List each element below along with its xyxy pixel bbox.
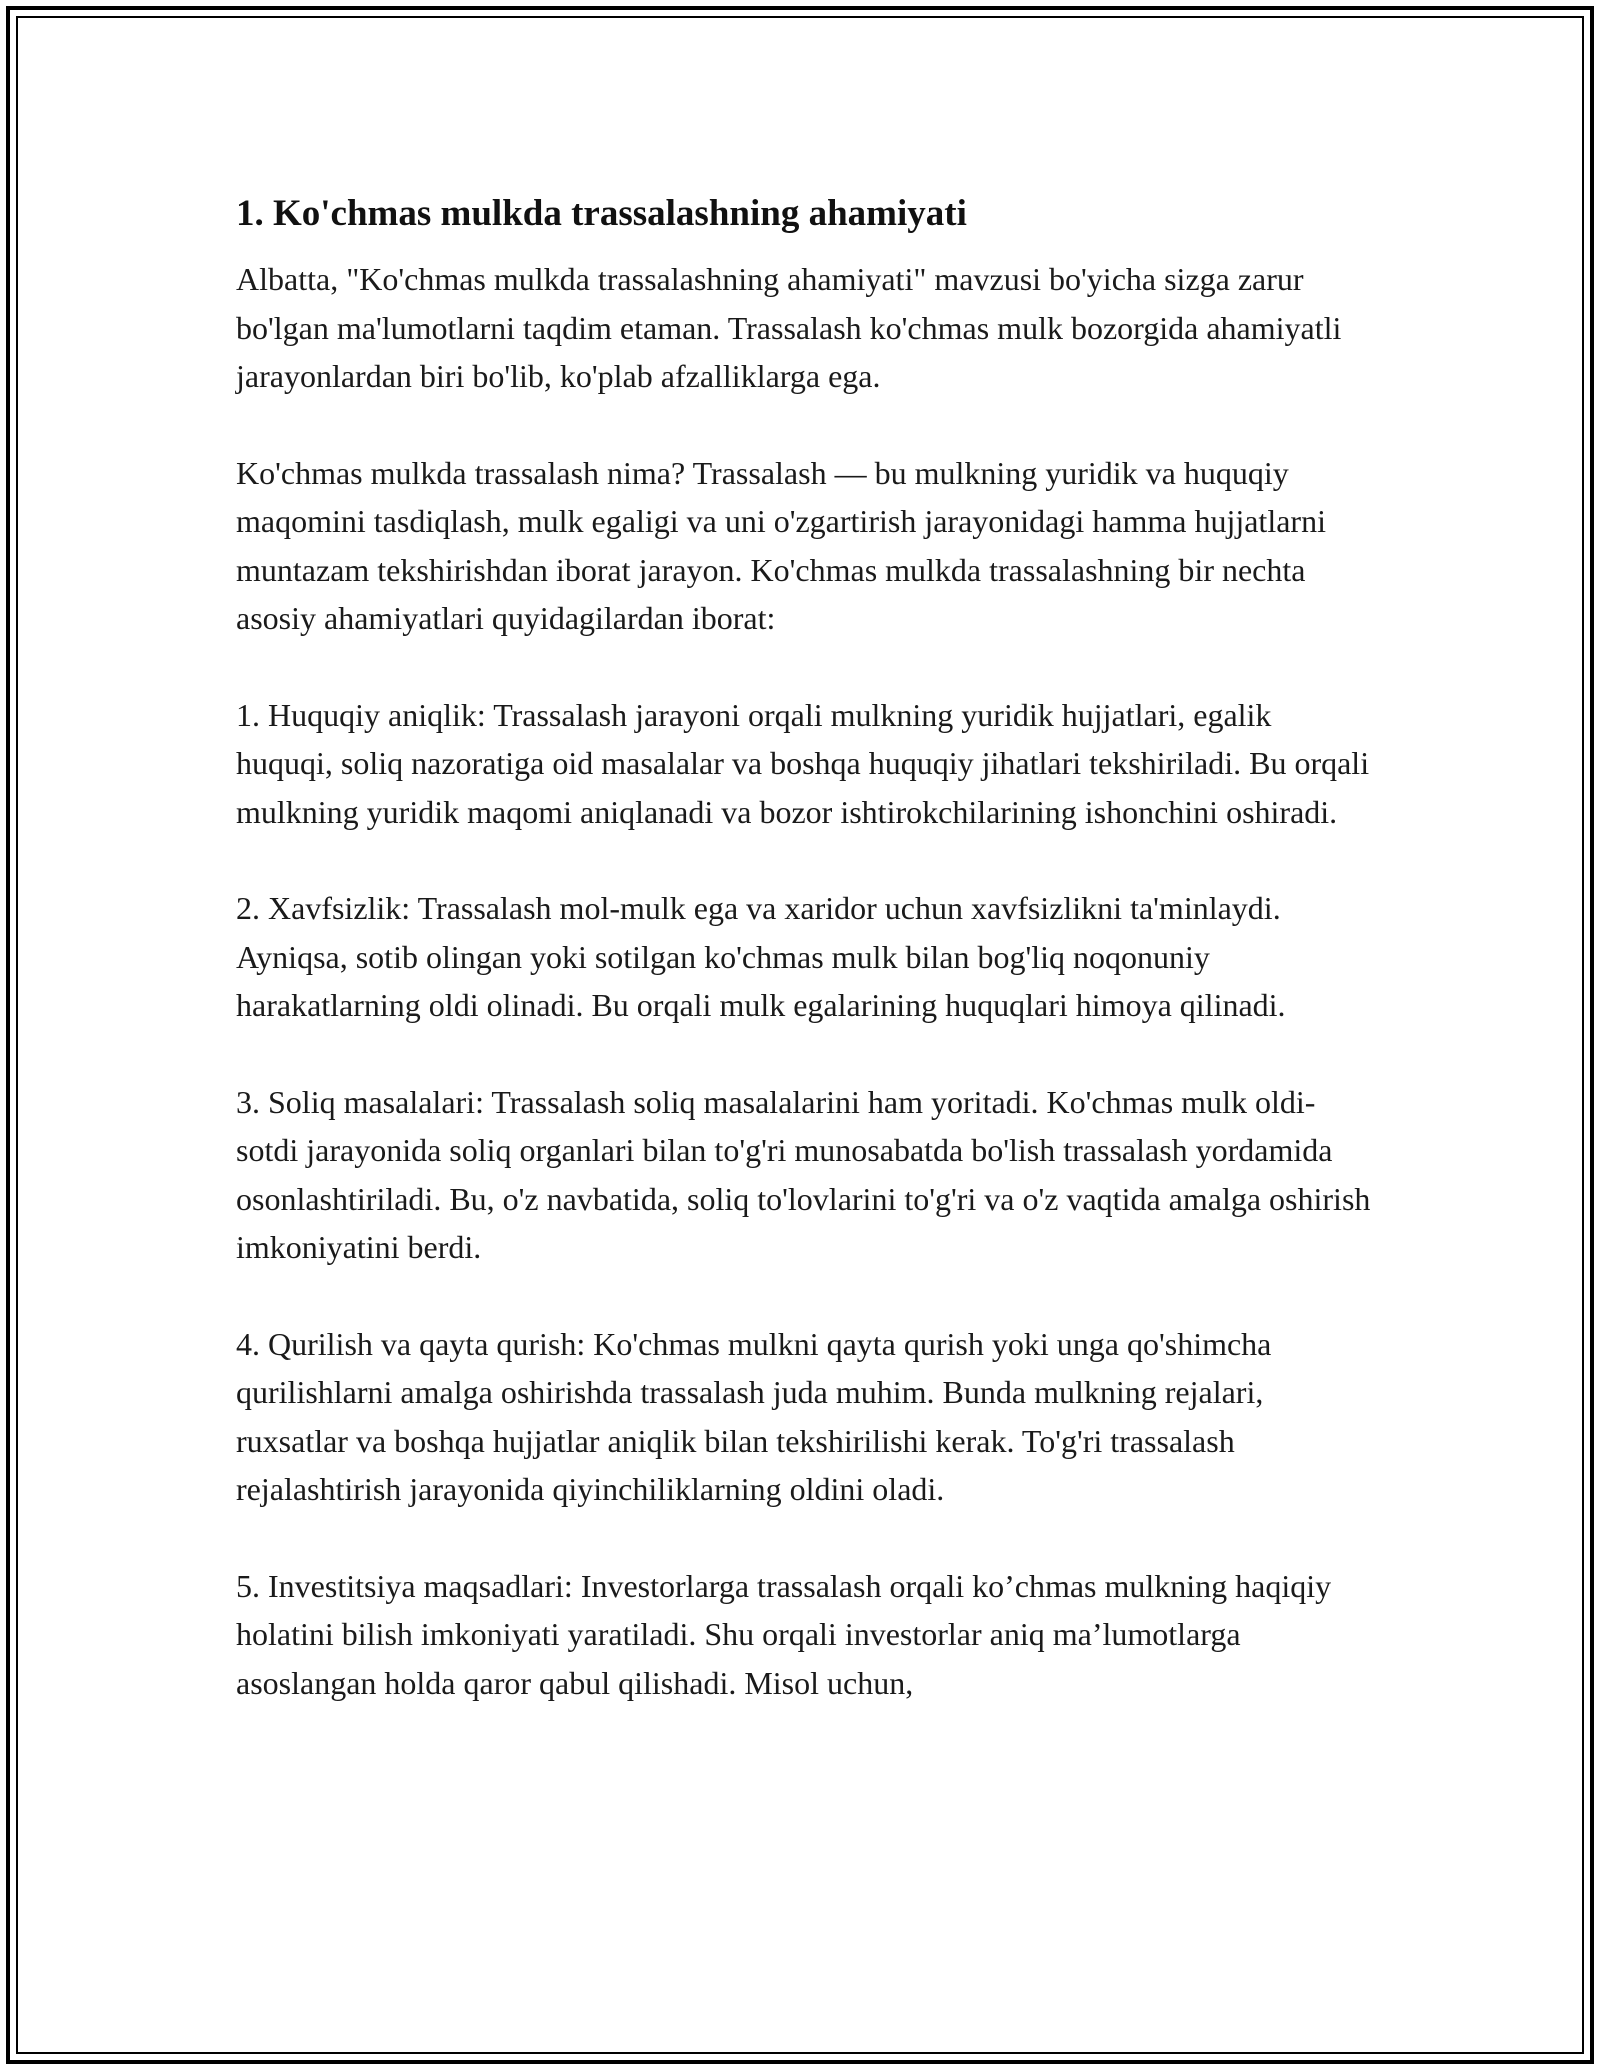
document-body: [236, 185, 1376, 1755]
document-title: 1. Ko'chmas mulkda trassalashning ahamiyati: [236, 193, 967, 234]
paragraph-legal-clarity: 1. Huquqiy aniqlik: Trassalash jarayoni orqali mulkning yuridik hujjatlari, egalik huquqi, soliq nazoratiga oid masalalar va boshqa huquqiy jihatlari tekshiriladi. Bu orqali mulkning yuridik maqomi aniqlanadi va bozor ishtirokchilarining ishonchini oshiradi.: [236, 696, 1370, 830]
paragraph-construction: 4. Qurilish va qayta qurish: Ko'chmas mulkni qayta qurish yoki unga qo'shimcha qurilishlarni amalga oshirishda trassalash juda muhim. Bunda mulkning rejalari, ruxsatlar va boshqa hujjatlar aniqlik bilan tekshirilishi kerak. To'g'ri trassalash rejalashtirish jarayonida qiyinchiliklarning oldini oladi.: [236, 1325, 1272, 1507]
paragraph-intro: Albatta, "Ko'chmas mulkda trassalashning ahamiyati" mavzusi bo'yicha sizga zarur bo'lgan ma'lumotlarni taqdim etaman. Trassalash ko'chmas mulk bozorgida ahamiyatli jarayonlardan biri bo'lib, ko'plab afzalliklarga ega.: [236, 261, 1342, 394]
paragraph-investment: 5. Investitsiya maqsadlari: Investorlarga trassalash orqali ko’chmas mulkning haqiqiy holatini bilish imkoniyati yaratiladi. Shu orqali investorlar aniq ma’lumotlarga asoslangan holda qaror qabul qilishadi. Misol uchun,: [236, 1567, 1332, 1701]
paragraph-tax-issues: 3. Soliq masalalari: Trassalash soliq masalalarini ham yoritadi. Ko'chmas mulk oldi-sotdi jarayonida soliq organlari bilan to'g'ri munosabatda bo'lish trassalash yordamida osonlashtiriladi. Bu, o'z navbatida, soliq to'lovlarini to'g'ri va o'z vaqtida amalga oshirish imkoniyatini berdi.: [236, 1083, 1371, 1265]
paragraph-security: 2. Xavfsizlik: Trassalash mol-mulk ega va xaridor uchun xavfsizlikni ta'minlaydi. Ayniqsa, sotib olingan yoki sotilgan ko'chmas mulk bilan bog'liq noqonuniy harakatlarning oldi olinadi. Bu orqali mulk egalarining huquqlari himoya qilinadi.: [236, 890, 1286, 1023]
paragraph-definition: Ko'chmas mulkda trassalash nima? Trassalash — bu mulkning yuridik va huquqiy maqomini tasdiqlash, mulk egaligi va uni o'zgartirish jarayonidagi hamma hujjatlarni muntazam tekshirishdan iborat jarayon. Ko'chmas mulkda trassalashning bir nechta asosiy ahamiyatlari quyidagilardan iborat:: [236, 454, 1326, 636]
